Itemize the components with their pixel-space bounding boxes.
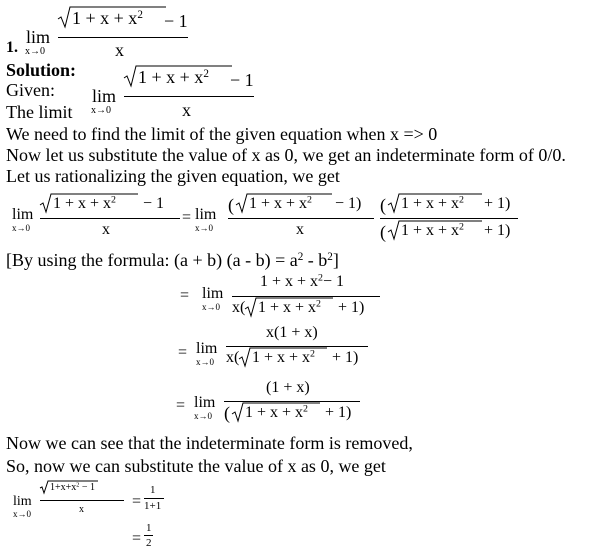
rat-right-close: + 1) xyxy=(484,195,511,212)
step1-denominator-end: + 1) xyxy=(338,299,365,316)
step2-numerator: x(1 + x) xyxy=(266,324,318,341)
fraction-bar xyxy=(40,500,124,501)
fraction-bar xyxy=(228,218,374,219)
text-line-4: Now we can see that the indeterminate form is removed, xyxy=(6,433,413,453)
lim-operator: lim xyxy=(92,86,117,106)
lim-operator: lim xyxy=(12,206,34,223)
text-line-3: Let us rationalizing the given equation, we get xyxy=(6,166,340,186)
final-frac2-numerator: 1 xyxy=(146,522,152,534)
fraction-bar xyxy=(124,96,254,97)
equals-sign: = xyxy=(132,493,142,510)
problem-numerator: $1 + x + x^2$ xyxy=(72,8,143,28)
lim-subscript: x→0 xyxy=(195,223,213,233)
fraction-bar xyxy=(380,218,518,219)
lim-subscript: x→0 xyxy=(25,46,45,57)
step3-denominator-root: $1 + x + x^2$ xyxy=(245,403,308,421)
final-denominator: x xyxy=(79,504,84,515)
given-numerator: $1 + x + x^2$ xyxy=(138,67,209,87)
equals-sign: = xyxy=(180,287,190,304)
step2-denominator-x: x( xyxy=(226,349,240,366)
equals-sign: = xyxy=(132,530,142,547)
rat-right-denom-close: + 1) xyxy=(484,222,511,239)
problem-denominator: x xyxy=(115,40,124,60)
lim-subscript: x→0 xyxy=(194,411,212,421)
rat-lhs-denominator: x xyxy=(102,221,110,238)
fraction-bar xyxy=(40,218,180,219)
final-frac1-numerator: 1 xyxy=(150,484,156,496)
limit-label: The limit xyxy=(6,102,73,122)
equals-sign: = xyxy=(178,344,188,361)
equals-sign: = xyxy=(182,209,192,226)
lim-operator: lim xyxy=(196,340,218,357)
rat-right-numerator: $1 + x + x^2$ xyxy=(401,194,464,212)
rat-mid-minus: − 1) xyxy=(335,195,362,212)
text-line-1: We need to find the limit of the given equation when x => 0 xyxy=(6,124,438,144)
step1-denominator-root: $1 + x + x^2$ xyxy=(258,298,321,316)
step3-numerator: (1 + x) xyxy=(266,379,310,396)
formula-line: [By using the formula: (a + b) $(a - b) = a^2 - b^2$] xyxy=(6,250,339,270)
paren-open: ( xyxy=(228,195,234,215)
lim-operator: lim xyxy=(26,27,51,47)
problem-number: 1. xyxy=(6,39,18,56)
rat-mid-denominator: x xyxy=(296,221,304,238)
step1-numerator: $1 + x + x^2- 1$ xyxy=(260,272,345,290)
lim-subscript: x→0 xyxy=(13,509,31,519)
final-frac2-denominator: 2 xyxy=(146,537,152,549)
lim-subscript: x→0 xyxy=(196,357,214,367)
solution-heading: Solution: xyxy=(6,60,77,80)
lim-subscript: x→0 xyxy=(202,302,220,312)
given-label: Given: xyxy=(6,80,55,100)
step3-denominator-open: ( xyxy=(224,403,230,423)
given-minus-one: − 1 xyxy=(230,70,254,90)
step2-denominator-end: + 1) xyxy=(332,349,359,366)
rat-right-denominator: $1 + x + x^2$ xyxy=(401,221,464,239)
fraction-bar xyxy=(144,535,153,536)
equals-sign: = xyxy=(176,397,186,414)
lim-operator: lim xyxy=(13,494,32,509)
fraction-bar xyxy=(58,37,188,38)
step2-denominator-root: $1 + x + x^2$ xyxy=(252,348,315,366)
paren-open: ( xyxy=(380,195,386,215)
lim-subscript: x→0 xyxy=(91,105,111,116)
given-denominator: x xyxy=(182,100,191,120)
final-numerator: $1+x+x^2 - 1$ xyxy=(50,481,96,493)
problem-minus-one: − 1 xyxy=(164,11,188,31)
text-line-5: So, now we can substitute the value of x as 0, we get xyxy=(6,456,386,476)
rat-mid-numerator: $1 + x + x^2$ xyxy=(249,194,312,212)
text-line-2: Now let us substitute the value of x as 0, we get an indeterminate form of 0/0. xyxy=(6,145,566,165)
rat-lhs-minus: − 1 xyxy=(143,195,165,212)
lim-operator: lim xyxy=(195,206,217,223)
lim-subscript: x→0 xyxy=(12,223,30,233)
lim-operator: lim xyxy=(202,285,224,302)
rat-lhs-numerator: $1 + x + x^2$ xyxy=(53,194,116,212)
step1-denominator-x: x( xyxy=(232,299,246,316)
paren-open: ( xyxy=(380,222,386,242)
fraction-bar xyxy=(144,498,164,499)
final-frac1-denominator: 1+1 xyxy=(144,500,162,512)
lim-operator: lim xyxy=(194,394,216,411)
step3-denominator-end: + 1) xyxy=(325,404,352,421)
